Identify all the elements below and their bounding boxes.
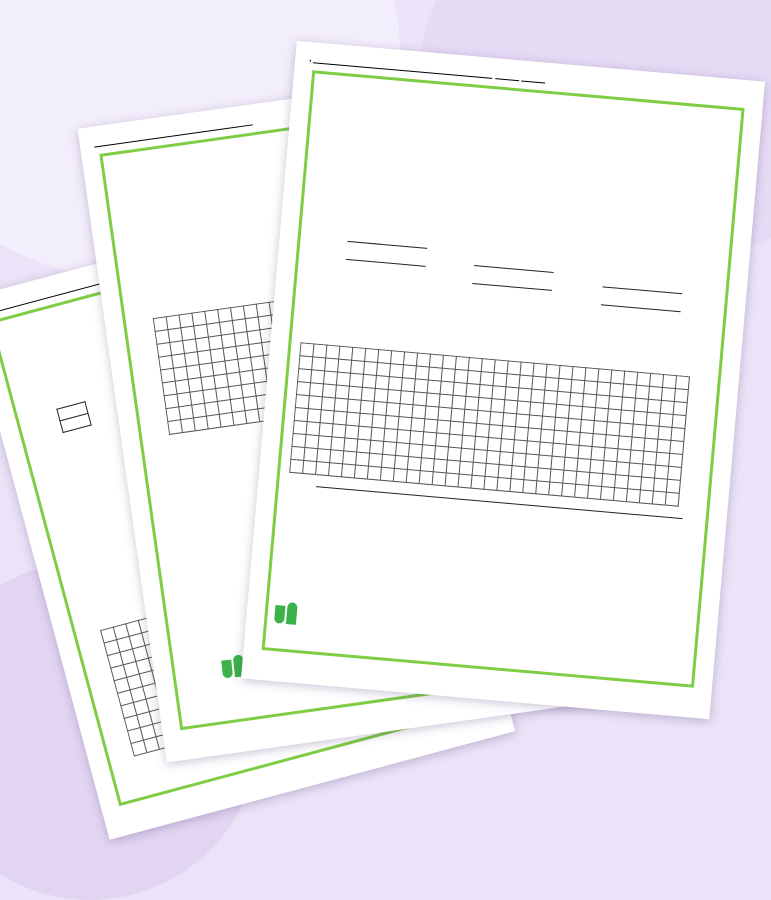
- worksheet-page-front: [241, 41, 765, 720]
- header-fields: ,: [309, 54, 546, 84]
- logo-icon: [274, 601, 300, 627]
- logo: [274, 601, 306, 628]
